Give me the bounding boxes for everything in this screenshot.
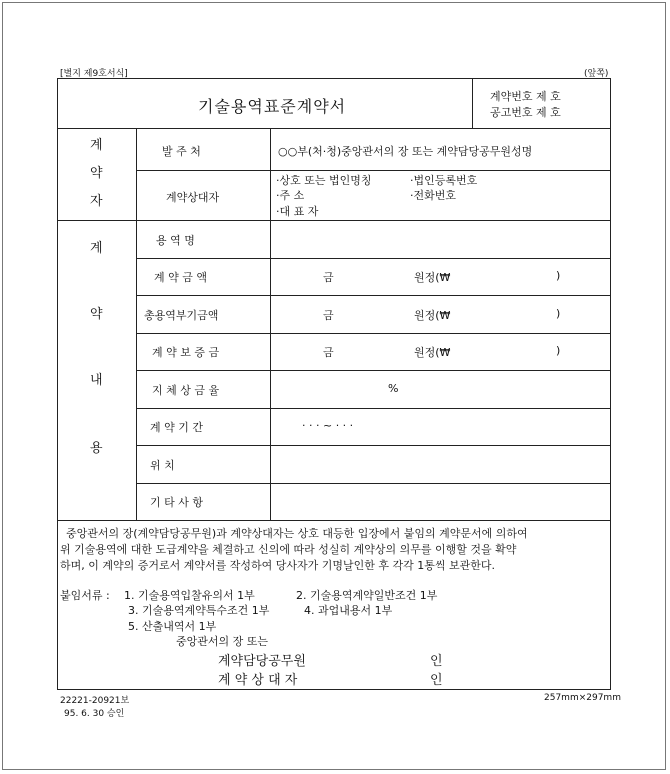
penalty-rate: % bbox=[388, 382, 399, 395]
amount-prefix: 금 bbox=[323, 346, 334, 359]
body-text: 위 기술용역에 대한 도급계약을 체결하고 신의에 따라 성실히 계약상의 의무를 이행할 것을 확약 bbox=[60, 543, 517, 556]
divider bbox=[136, 445, 610, 446]
row-label: 위 치 bbox=[150, 459, 175, 472]
sign-heading: 중앙관서의 장 또는 bbox=[176, 635, 269, 648]
amount-won: 원정(₩ bbox=[414, 346, 451, 359]
attachment-item: 2. 기술용역계약일반조건 1부 bbox=[296, 589, 438, 602]
body-text: 하며, 이 계약의 증거로서 계약서를 작성하여 당사자가 기명날인한 후 각각 1통씩 보관한다. bbox=[60, 559, 495, 572]
amount-close: ) bbox=[556, 307, 561, 320]
content-char: 약 bbox=[90, 307, 103, 322]
amount-close: ) bbox=[556, 344, 561, 357]
client-label: 발 주 처 bbox=[162, 145, 201, 158]
divider bbox=[136, 170, 610, 171]
sign-contractor: 계 약 상 대 자 bbox=[218, 673, 298, 688]
content-char: 내 bbox=[90, 373, 103, 388]
seal-mark: 인 bbox=[430, 654, 443, 669]
notice-number: 공고번호 제 호 bbox=[490, 106, 561, 119]
contractor-reg-no: ·법인등록번호 bbox=[410, 174, 478, 187]
footer-approved: 95. 6. 30 승인 bbox=[64, 709, 125, 719]
divider bbox=[270, 128, 271, 520]
sign-official: 계약담당공무원 bbox=[218, 654, 306, 669]
attachment-item: 4. 과업내용서 1부 bbox=[304, 604, 393, 617]
amount-won: 원정(₩ bbox=[414, 309, 451, 322]
contract-number: 계약번호 제 호 bbox=[490, 90, 561, 103]
divider bbox=[136, 258, 610, 259]
contract-form bbox=[57, 78, 611, 690]
divider bbox=[58, 220, 610, 221]
party-char: 자 bbox=[90, 194, 103, 209]
body-text: 중앙관서의 장(계약담당공무원)과 계약상대자는 상호 대등한 입장에서 붙임의 계약문서에 의하여 bbox=[66, 527, 528, 540]
content-char: 계 bbox=[90, 241, 103, 256]
attachments-label: 붙임서류 : bbox=[60, 589, 110, 602]
contractor-address: ·주 소 bbox=[276, 189, 305, 202]
row-label: 계 약 금 액 bbox=[154, 271, 207, 284]
party-char: 약 bbox=[90, 166, 103, 181]
row-label: 계 약 기 간 bbox=[150, 421, 203, 434]
row-label: 계 약 보 증 금 bbox=[152, 346, 220, 359]
divider bbox=[58, 128, 610, 129]
content-char: 용 bbox=[90, 441, 103, 456]
amount-won: 원정(₩ bbox=[414, 271, 451, 284]
footer-size: 257mm×297mm bbox=[544, 693, 621, 703]
page-side: (앞쪽) bbox=[584, 69, 609, 79]
divider bbox=[136, 333, 610, 334]
amount-prefix: 금 bbox=[323, 309, 334, 322]
contractor-label: 계약상대자 bbox=[166, 191, 220, 204]
row-label: 지 체 상 금 율 bbox=[152, 384, 220, 397]
divider bbox=[58, 520, 610, 521]
contractor-ceo: ·대 표 자 bbox=[276, 205, 319, 218]
divider bbox=[472, 79, 473, 128]
attachment-item: 1. 기술용역입찰유의서 1부 bbox=[124, 589, 255, 602]
row-label: 기 타 사 항 bbox=[150, 496, 203, 509]
footer-code: 22221-20921보 bbox=[60, 696, 130, 706]
amount-close: ) bbox=[556, 269, 561, 282]
divider bbox=[136, 408, 610, 409]
client-value: ○○부(처·청)중앙관서의 장 또는 계약담당공무원성명 bbox=[278, 145, 533, 158]
divider bbox=[136, 370, 610, 371]
form-code: [별지 제9호서식] bbox=[60, 69, 128, 79]
divider bbox=[136, 128, 137, 520]
attachment-item: 5. 산출내역서 1부 bbox=[128, 620, 217, 633]
contract-period: · · · ~ · · · bbox=[302, 419, 354, 432]
divider bbox=[136, 483, 610, 484]
contractor-company: ·상호 또는 법인명칭 bbox=[276, 174, 372, 187]
contractor-phone: ·전화번호 bbox=[410, 189, 457, 202]
seal-mark: 인 bbox=[430, 673, 443, 688]
row-label: 용 역 명 bbox=[156, 234, 195, 247]
party-char: 계 bbox=[90, 138, 103, 153]
attachment-item: 3. 기술용역계약특수조건 1부 bbox=[128, 604, 270, 617]
amount-prefix: 금 bbox=[323, 271, 334, 284]
row-label: 총용역부기금액 bbox=[144, 309, 219, 322]
contract-title: 기술용역표준계약서 bbox=[198, 97, 347, 116]
divider bbox=[136, 295, 610, 296]
